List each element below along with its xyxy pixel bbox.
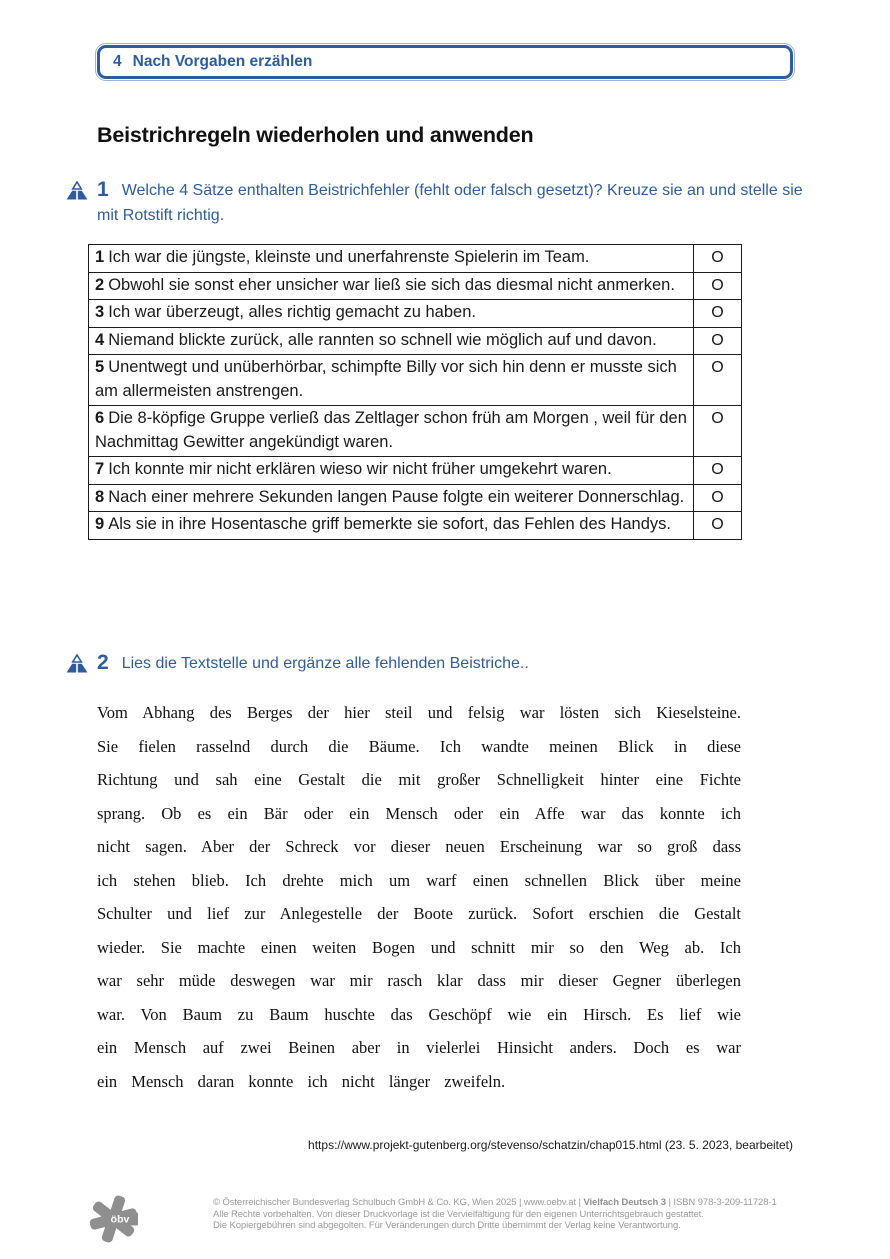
task-2-number: 2 — [97, 651, 109, 674]
answer-circle[interactable]: O — [694, 272, 742, 300]
unit-header-box — [97, 45, 793, 79]
answer-circle[interactable]: O — [694, 355, 742, 406]
sentence-cell: 9 Als sie in ihre Hosentasche griff bemerkte sie sofort, das Fehlen des Handys. — [89, 512, 694, 540]
sentence-cell: 4 Niemand blickte zurück, alle rannten so schnell wie möglich auf und davon. — [89, 327, 694, 355]
answer-circle[interactable]: O — [694, 300, 742, 328]
story-text: Vom Abhang des Berges der hier steil und felsig war lösten sich Kieselsteine. Sie fielen rasselnd durch die Bäume. Ich wandte meinen Blick in diese Richtung und sah eine Gestalt die mit großer Schnelligkeit hinter eine Fichte sprang. Ob es ein Bär oder ein Mensch oder ein Affe war das konnte ich nicht sagen. Aber der Schreck vor dieser neuen Erscheinung war so groß dass ich stehen blieb. Ich drehte mich um warf einen schnellen Blick über meine Schulter und lief zur Anlegestelle der Boote zurück. Sofort erschien die Gestalt wieder. Sie machte einen weiten Bogen und schnitt mir so den Weg ab. Ich war sehr müde deswegen war mir rasch klar dass mir dieser Gegner überlegen war. Von Baum zu Baum huschte das Geschöpf wie ein Hirsch. Es lief wie ein Mensch auf zwei Beinen aber in vielerlei Hinsicht anders. Doch es war ein Mensch daran konnte ich nicht länger zweifeln. — [97, 703, 741, 1091]
difficulty-pyramid-icon — [64, 654, 90, 674]
task-1-instruction — [97, 177, 803, 228]
sentence-cell: 1 Ich war die jüngste, kleinste und unerfahrenste Spielerin im Team. — [89, 245, 694, 273]
oebv-logo-label: öbv — [110, 1213, 130, 1226]
task-1-number: 1 — [97, 178, 109, 201]
table-row — [89, 300, 742, 328]
answer-circle[interactable]: O — [694, 484, 742, 512]
answer-circle[interactable]: O — [694, 327, 742, 355]
task-1 — [64, 177, 804, 228]
sentence-cell: 8 Nach einer mehrere Sekunden langen Pause folgte ein weiterer Donnerschlag. — [89, 484, 694, 512]
answer-circle[interactable]: O — [694, 406, 742, 457]
sentence-cell: 6 Die 8-köpfige Gruppe verließ das Zeltlager schon früh am Morgen , weil für den Nachmittag Gewitter angekündigt waren. — [89, 406, 694, 457]
oebv-logo-icon — [88, 1192, 142, 1246]
imprint-line-2: Alle Rechte vorbehalten. Von dieser Druckvorlage ist die Vervielfältigung für den eigenen Unterrichtsgebrauch gestattet. — [213, 1208, 704, 1220]
imprint-line-3: Die Kopiergebühren sind abgegolten. Für Veränderungen durch Dritte übernimmt der Verlag keine Verantwortung. — [213, 1220, 681, 1231]
footer-imprint — [213, 1197, 803, 1232]
imprint-line-1: © Österreichischer Bundesverlag Schulbuch GmbH & Co. KG, Wien 2025 | www.oebv.at | Vielfach Deutsch 3 | ISBN 978-3-209-11728-1 — [213, 1197, 777, 1208]
sentence-cell: 3 Ich war überzeugt, alles richtig gemacht zu haben. — [89, 300, 694, 328]
page-title: Beistrichregeln wiederholen und anwenden — [97, 123, 534, 147]
sentence-cell: 2 Obwohl sie sonst eher unsicher war ließ sie sich das diesmal nicht anmerken. — [89, 272, 694, 300]
sentence-cell: 7 Ich konnte mir nicht erklären wieso wir nicht früher umgekehrt waren. — [89, 457, 694, 485]
table-row — [89, 327, 742, 355]
difficulty-pyramid-icon — [64, 181, 90, 201]
source-citation: https://www.projekt-gutenberg.org/stevenso/schatzin/chap015.html (23. 5. 2023, bearbeitet) — [308, 1138, 793, 1152]
table-row — [89, 457, 742, 485]
unit-number: 4 — [113, 53, 122, 70]
unit-title: Nach Vorgaben erzählen — [132, 53, 313, 70]
task-2-instruction — [97, 650, 803, 676]
task-1-instruction-text: Welche 4 Sätze enthalten Beistrichfehler (fehlt oder falsch gesetzt)? Kreuze sie an und stelle sie mit Rotstift richtig. — [97, 182, 803, 224]
table-row — [89, 406, 742, 457]
table-row — [89, 272, 742, 300]
table-row — [89, 355, 742, 406]
answer-circle[interactable]: O — [694, 512, 742, 540]
task-2-instruction-text: Lies die Textstelle und ergänze alle fehlenden Beistriche.. — [121, 655, 529, 672]
answer-circle[interactable]: O — [694, 457, 742, 485]
sentence-table — [88, 244, 742, 540]
table-row — [89, 484, 742, 512]
table-row — [89, 245, 742, 273]
task-2 — [64, 650, 804, 676]
answer-circle[interactable]: O — [694, 245, 742, 273]
table-row — [89, 512, 742, 540]
sentence-cell: 5 Unentwegt und unüberhörbar, schimpfte Billy vor sich hin denn er musste sich am allermeisten anstrengen. — [89, 355, 694, 406]
